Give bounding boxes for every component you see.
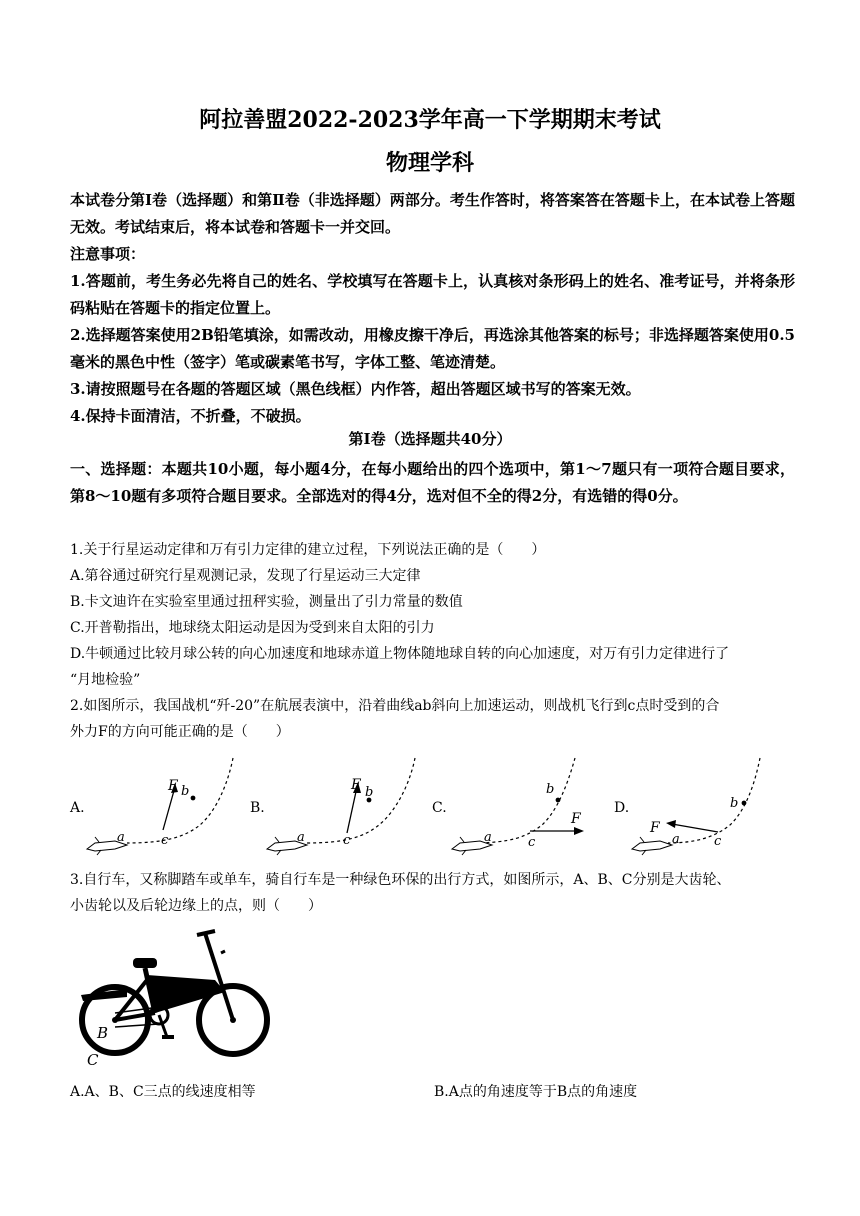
q2-option-b-label: B. [250,800,265,816]
label-b: b [546,782,555,797]
label-b: b [730,796,739,811]
label-c: c [161,833,169,848]
label-b: b [181,784,190,799]
q2-stem-line2: 外力F的方向可能正确的是（ ） [70,724,290,740]
label-a: a [117,830,125,845]
q1-option-d-cont: “月地检验” [70,672,141,688]
label-a: a [484,830,492,845]
q3-option-b: B.A点的角速度等于B点的角速度 [434,1084,638,1100]
q3-stem-line1: 3.自行车，又称脚踏车或单车，骑自行车是一种绿色环保的出行方式，如图所示，A、B、C分别是大齿轮、 [70,872,731,888]
question-1 [70,537,795,745]
question-3 [70,867,795,919]
q2-option-c-label: C. [432,800,447,816]
label-b: b [365,785,374,800]
notice-item-1: 1.答题前，考生务必先将自己的姓名、学校填写在答题卡上，认真核对条形码上的姓名、准考证号，并将条形码粘贴在答题卡的指定位置上。 [70,272,795,317]
label-c: c [714,834,722,849]
notice-item-2: 2.选择题答案使用2B铅笔填涂，如需改动，用橡皮擦干净后，再选涂其他答案的标号；非选择题答案使用0.5毫米的黑色中性（签字）笔或碳素笔书写，字体工整、笔迹清楚。 [70,326,795,371]
label-B: B [97,1024,109,1042]
q1-option-c: C.开普勒指出，地球绕太阳运动是因为受到来自太阳的引力 [70,620,435,636]
label-a: a [672,832,680,847]
q2-figure-b [265,755,425,860]
label-F: F [650,820,660,836]
section-title: 第Ⅰ卷（选择题共40分） [348,430,512,448]
notice-title: 注意事项： [70,245,146,263]
q2-stem-line1: 2.如图所示，我国战机“歼-20”在航展表演中，沿着曲线ab斜向上加速运动，则战机飞行到c点时受到的合 [70,698,720,714]
label-c: c [528,835,536,850]
label-F: F [351,777,361,793]
q1-option-d: D.牛顿通过比较月球公转的向心加速度和地球赤道上物体随地球自转的向心加速度，对万有引力定律进行了 [70,646,730,662]
q2-option-a-label: A. [70,800,85,816]
label-F: F [168,778,178,794]
q2-figure-c [450,755,610,860]
label-F: F [571,811,581,827]
label-c: c [343,833,351,848]
exam-title: 阿拉善盟2022-2023学年高一下学期期末考试 [199,107,661,133]
section-instructions: 一、选择题：本题共10小题，每小题4分，在每小题给出的四个选项中，第1～7题只有一项符合题目要求，第8～10题有多项符合题目要求。全部选对的得4分，选对但不全的得2分，有选错的得0分。 [70,460,795,505]
notice-item-3: 3.请按照题号在各题的答题区域（黑色线框）内作答，超出答题区域书写的答案无效。 [70,380,641,398]
q3-option-a: A.A、B、C三点的线速度相等 [70,1084,256,1100]
label-C: C [87,1051,99,1069]
q1-option-b: B.卡文迪许在实验室里通过扭秤实验，测量出了引力常量的数值 [70,594,463,610]
q1-stem: 1.关于行星运动定律和万有引力定律的建立过程，下列说法正确的是（ ） [70,542,546,558]
fighter-jet-icon [632,837,672,855]
q3-stem-line2: 小齿轮以及后轮边缘上的点，则（ ） [70,898,322,914]
label-a: a [297,830,305,845]
q2-figure-d [630,755,790,860]
bicycle-icon [81,931,267,1054]
notice-item-4: 4.保持卡面清洁，不折叠，不破损。 [70,407,311,425]
intro-paragraph: 本试卷分第Ⅰ卷（选择题）和第Ⅱ卷（非选择题）两部分。考生作答时，将答案答在答题卡上，在本试卷上答题无效。考试结束后，将本试卷和答题卡一并交回。 [70,191,795,236]
bicycle-figure [75,925,275,1070]
q2-figure-a [85,755,245,860]
q2-option-d-label: D. [614,800,630,816]
exam-subject: 物理学科 [385,150,474,176]
q1-option-a: A.第谷通过研究行星观测记录，发现了行星运动三大定律 [70,568,421,584]
